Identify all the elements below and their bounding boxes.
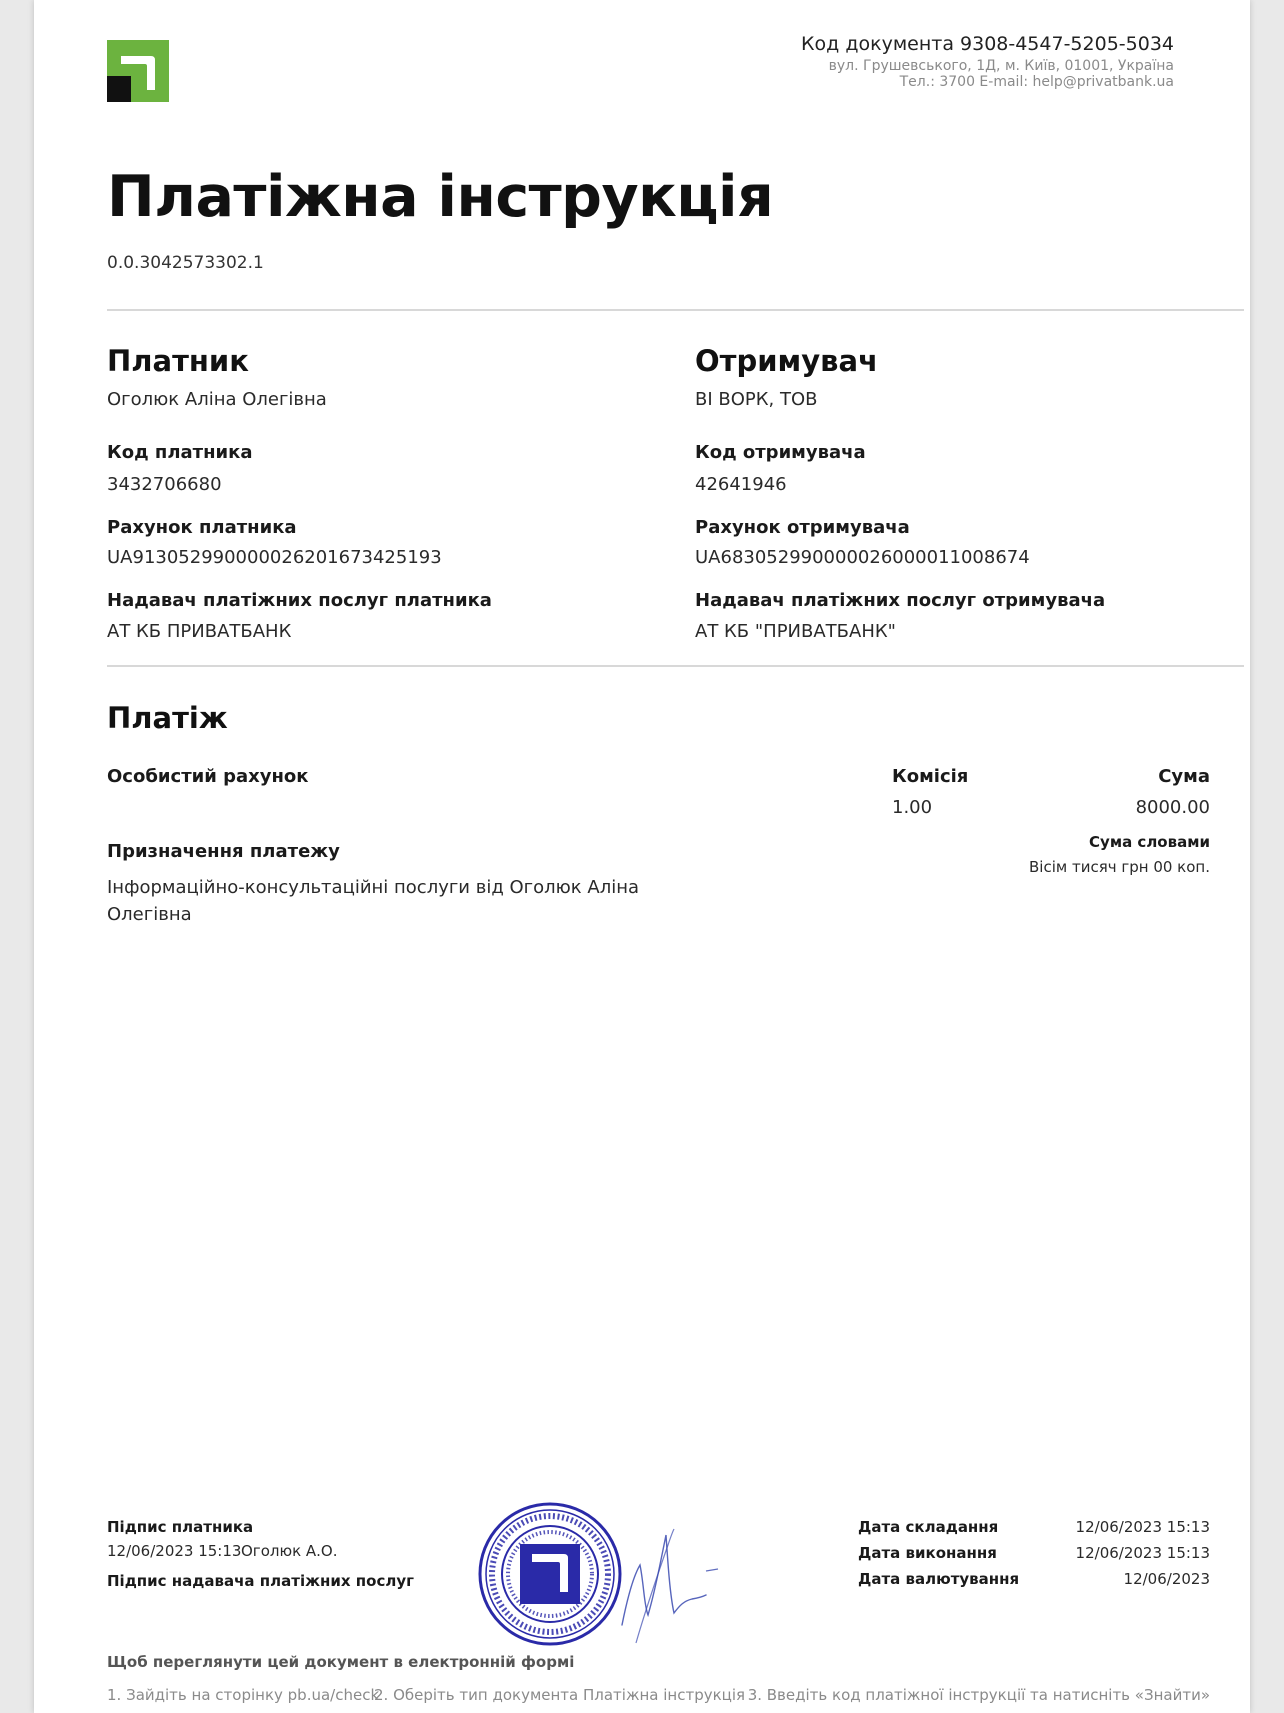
footer-step-1: 1. Зайдіть на сторінку pb.ua/check: [107, 1686, 380, 1704]
commission-value: 1.00: [892, 797, 933, 818]
recipient-account: UA683052990000026000011008674: [695, 547, 1030, 568]
divider: [107, 665, 1244, 667]
document-number: 0.0.3042573302.1: [107, 253, 264, 273]
bank-stamp-icon: [476, 1500, 624, 1648]
footer-step-3: 3. Введіть код платіжної інструкції та натисніть «Знайти»: [747, 1686, 1210, 1704]
document-code: Код документа 9308-4547-5205-5034: [801, 33, 1174, 55]
privatbank-logo-icon: [107, 40, 169, 102]
valuation-date: 12/06/2023: [1123, 1570, 1210, 1588]
payer-provider-label: Надавач платіжних послуг платника: [107, 590, 492, 611]
amount-value: 8000.00: [1135, 797, 1210, 818]
payer-signature-name: Оголюк А.О.: [241, 1542, 338, 1560]
payer-code: 3432706680: [107, 474, 222, 495]
payer-account-label: Рахунок платника: [107, 517, 297, 538]
recipient-name: ВІ ВОРК, ТОВ: [695, 389, 818, 410]
page-title: Платіжна інструкція: [107, 164, 774, 230]
purpose-label: Призначення платежу: [107, 841, 340, 862]
recipient-provider: АТ КБ "ПРИВАТБАНК": [695, 621, 896, 642]
footer-step-2: 2. Оберіть тип документа Платіжна інструкція: [374, 1686, 746, 1704]
bank-contacts: [829, 58, 1174, 90]
recipient-code-label: Код отримувача: [695, 442, 866, 463]
payer-account: UA913052990000026201673425193: [107, 547, 442, 568]
commission-label: Комісія: [892, 766, 969, 787]
payer-signature-date: 12/06/2023 15:13: [107, 1542, 242, 1560]
valuation-date-label: Дата валютування: [858, 1570, 1020, 1588]
payer-signature-label: Підпис платника: [107, 1518, 254, 1536]
handwritten-signature-icon: [614, 1505, 724, 1645]
payer-provider: АТ КБ ПРИВАТБАНК: [107, 621, 292, 642]
recipient-provider-label: Надавач платіжних послуг отримувача: [695, 590, 1106, 611]
executed-date: 12/06/2023 15:13: [1075, 1544, 1210, 1562]
bank-phone-email: Тел.: 3700 E-mail: help@privatbank.ua: [899, 74, 1174, 90]
recipient-account-label: Рахунок отримувача: [695, 517, 910, 538]
provider-signature-label: Підпис надавача платіжних послуг: [107, 1572, 414, 1590]
payer-heading: Платник: [107, 344, 249, 378]
footer-note: Щоб переглянути цей документ в електронній формі: [107, 1653, 575, 1671]
created-date-label: Дата складання: [858, 1518, 999, 1536]
bank-address: вул. Грушевського, 1Д, м. Київ, 01001, Україна: [828, 58, 1174, 74]
divider: [107, 309, 1244, 311]
created-date: 12/06/2023 15:13: [1075, 1518, 1210, 1536]
document-page: [34, 0, 1250, 1713]
payer-name: Оголюк Аліна Олегівна: [107, 389, 327, 410]
payment-heading: Платіж: [107, 701, 228, 735]
personal-account-label: Особистий рахунок: [107, 766, 309, 787]
amount-words-label: Сума словами: [1089, 833, 1210, 851]
purpose-value: Інформаційно-консультаційні послуги від Оголюк Аліна Олегівна: [107, 877, 640, 925]
recipient-code: 42641946: [695, 474, 787, 495]
executed-date-label: Дата виконання: [858, 1544, 997, 1562]
amount-words-value: Вісім тисяч грн 00 коп.: [1029, 858, 1210, 876]
payer-code-label: Код платника: [107, 442, 253, 463]
amount-label: Сума: [1158, 766, 1210, 787]
recipient-heading: Отримувач: [695, 344, 878, 378]
